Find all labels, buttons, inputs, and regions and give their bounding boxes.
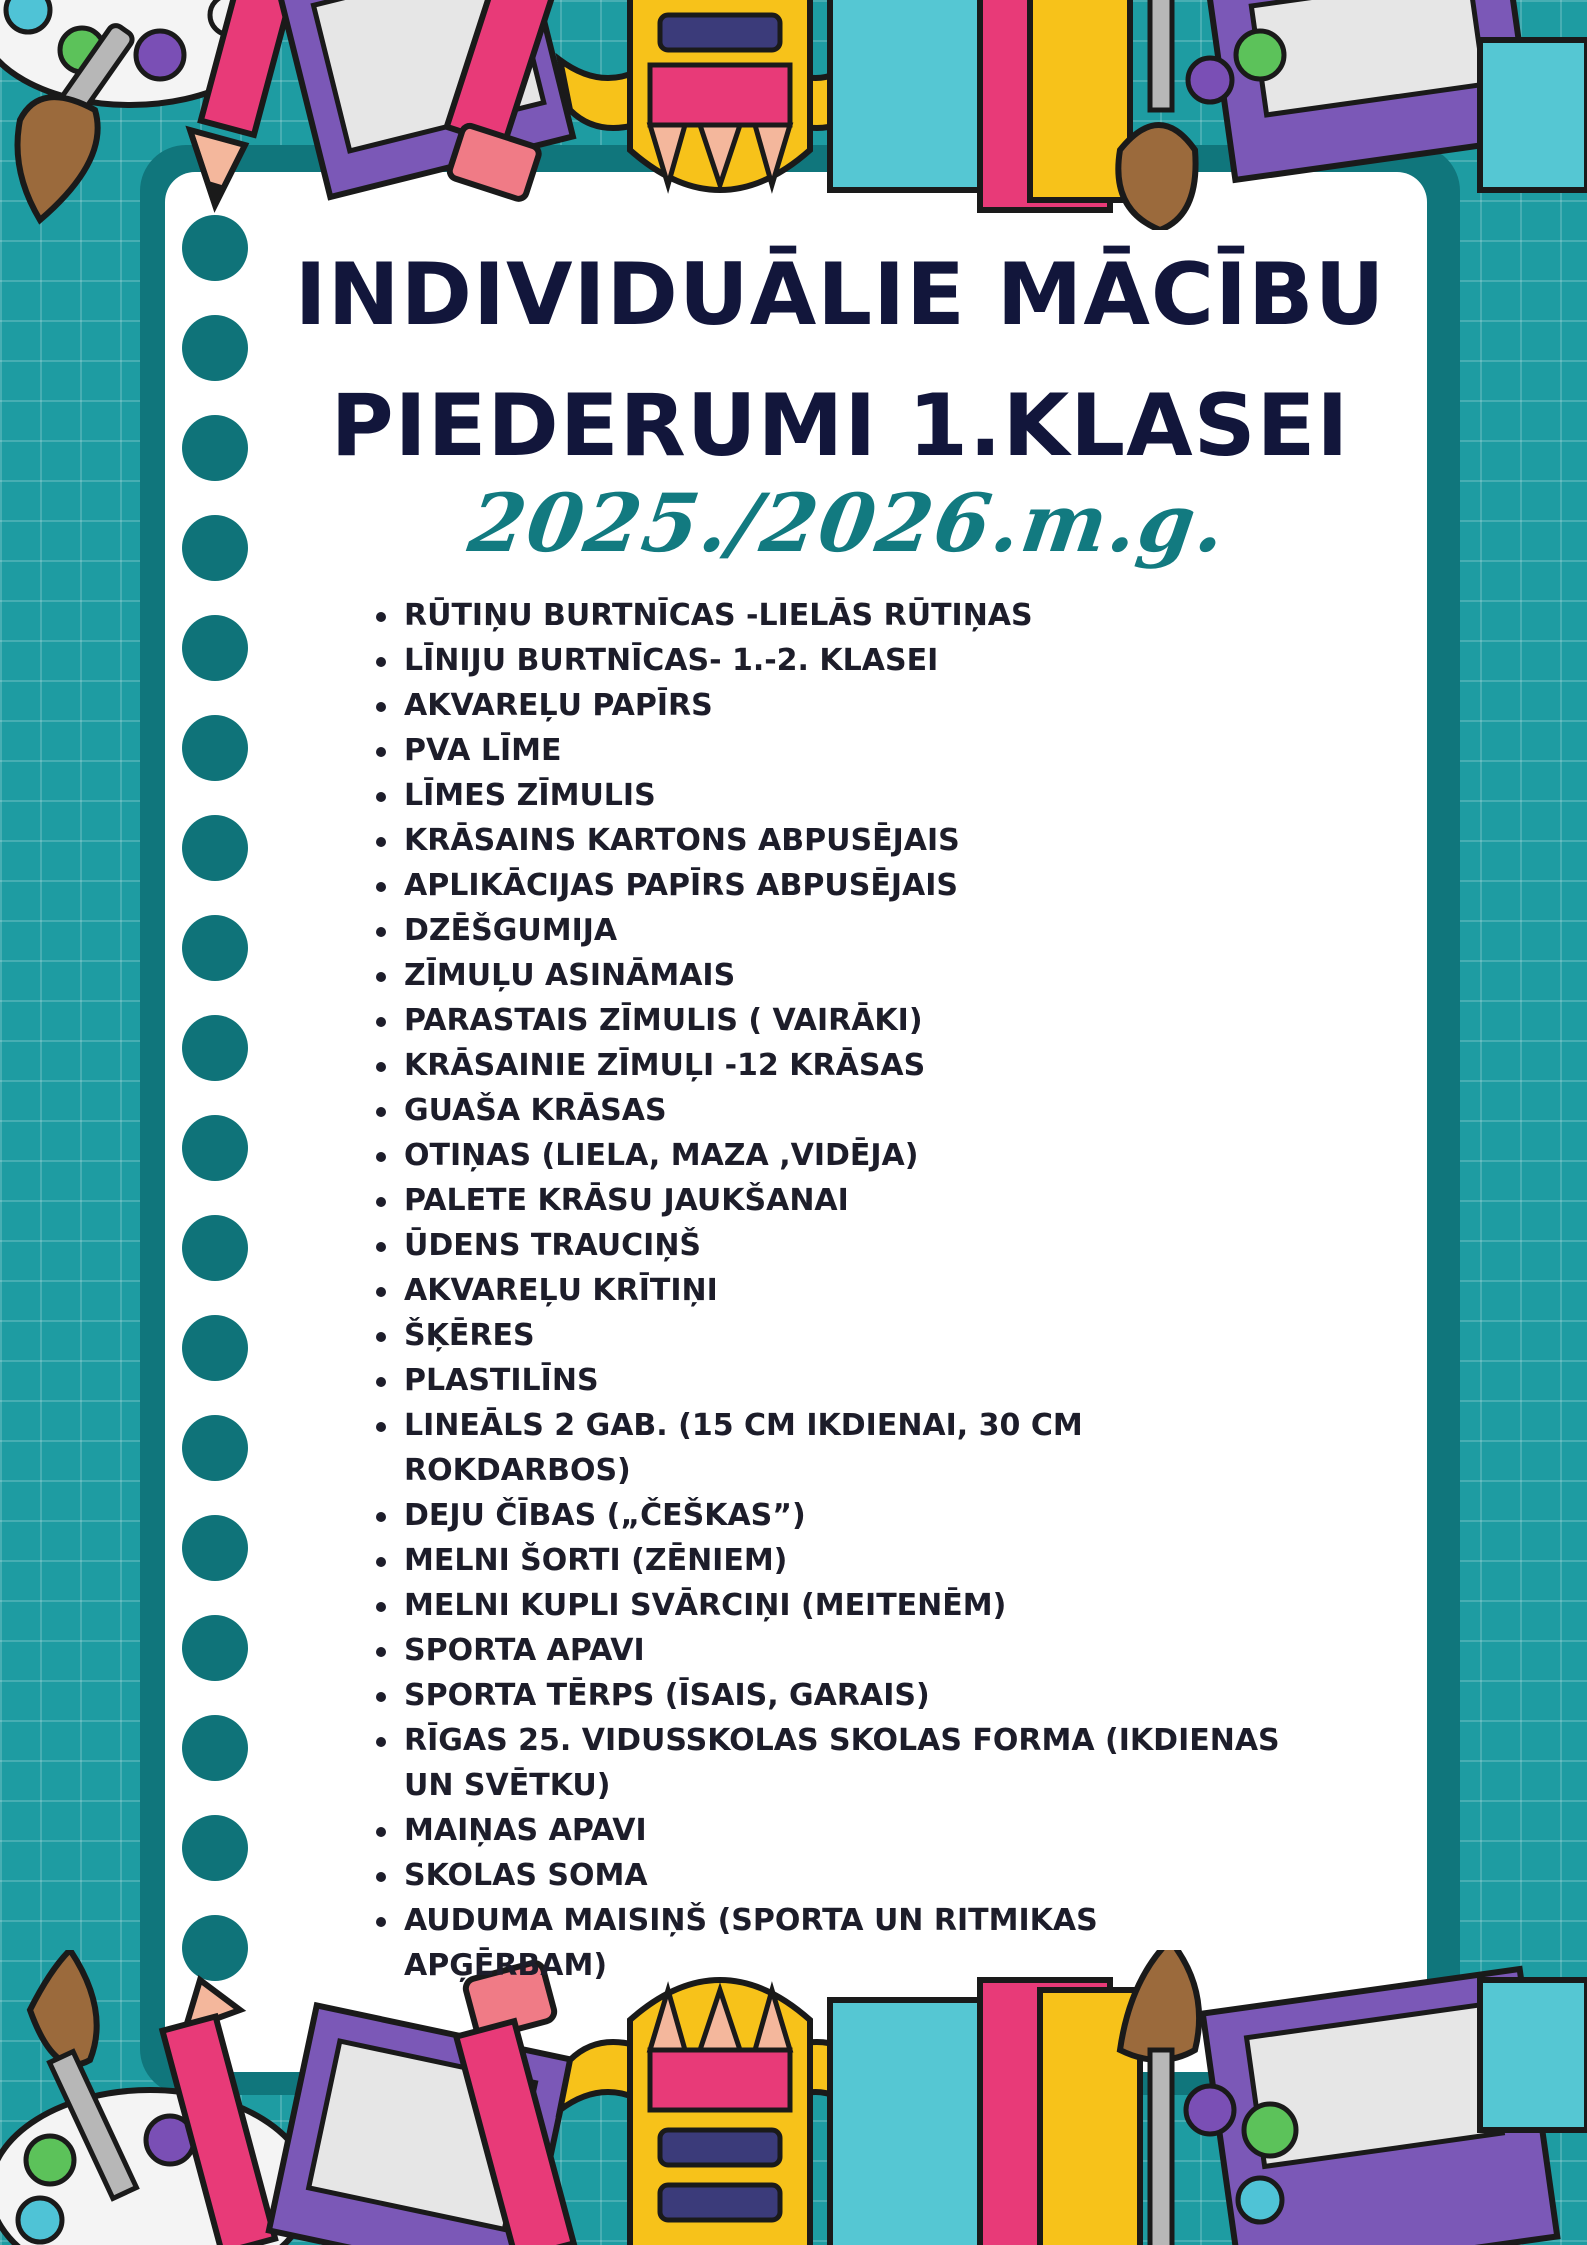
binder-holes [182,215,250,2015]
list-item: DZĒŠGUMIJA [370,908,1310,953]
crayon-box-icon [560,1980,860,2245]
binder-hole [182,915,248,981]
list-item: LĪMES ZĪMULIS [370,773,1310,818]
list-item: RŪTIŅU BURTNĪCAS -LIELĀS RŪTIŅAS [370,593,1310,638]
binder-hole [182,1615,248,1681]
list-item: ŪDENS TRAUCIŅŠ [370,1223,1310,1268]
list-item: RĪGAS 25. VIDUSSKOLAS SKOLAS FORMA (IKDIENAS UN SVĒTKU) [370,1718,1310,1808]
list-item: OTIŅAS (LIELA, MAZA ,VIDĒJA) [370,1133,1310,1178]
binder-hole [182,1315,248,1381]
binder-hole [182,1715,248,1781]
list-item: PARASTAIS ZĪMULIS ( VAIRĀKI) [370,998,1310,1043]
top-decoration-strip [0,0,1587,230]
binder-hole [182,1015,248,1081]
list-item: AKVAREĻU KRĪTIŅI [370,1268,1310,1313]
list-item: KRĀSAINS KARTONS ABPUSĒJAIS [370,818,1310,863]
calculator-icon [1186,1969,1587,2245]
binder-hole [182,1215,248,1281]
binder-hole [182,1515,248,1581]
school-year-subtitle: 2025./2026.m.g. [463,476,1234,570]
supplies-list [370,593,1310,1988]
binder-hole [182,1115,248,1181]
binder-hole [182,1415,248,1481]
list-item: KRĀSAINIE ZĪMUĻI -12 KRĀSAS [370,1043,1310,1088]
list-item: ZĪMUĻU ASINĀMAIS [370,953,1310,998]
calculator-icon [1188,0,1587,190]
list-item: SKOLAS SOMA [370,1853,1310,1898]
binder-hole [182,515,248,581]
binder-hole [182,715,248,781]
list-item: MAIŅAS APAVI [370,1808,1310,1853]
list-item: PVA LĪME [370,728,1310,773]
list-item: SPORTA APAVI [370,1628,1310,1673]
binder-hole [182,615,248,681]
list-item: PALETE KRĀSU JAUKŠANAI [370,1178,1310,1223]
list-item: AUDUMA MAISIŅŠ (SPORTA UN RITMIKAS APĢĒRBAM) [370,1898,1310,1988]
crayon-box-icon [560,0,860,190]
list-item: GUAŠA KRĀSAS [370,1088,1310,1133]
binder-hole [182,815,248,881]
page-title-line-2: PIEDERUMI 1.KLASEI [330,376,1350,476]
list-item: DEJU ČĪBAS („ČEŠKAS”) [370,1493,1310,1538]
list-item: AKVAREĻU PAPĪRS [370,683,1310,728]
list-item: ŠĶĒRES [370,1313,1310,1358]
page-title-line-1: INDIVIDUĀLIE MĀCĪBU [294,245,1386,345]
list-item: SPORTA TĒRPS (ĪSAIS, GARAIS) [370,1673,1310,1718]
folder-icon [830,1980,1140,2245]
list-item: MELNI KUPLI SVĀRCIŅI (MEITENĒM) [370,1583,1310,1628]
list-item: LĪNIJU BURTNĪCAS- 1.-2. KLASEI [370,638,1310,683]
binder-hole [182,1815,248,1881]
folder-icon [830,0,1130,210]
bottom-decoration-strip [0,1950,1587,2245]
list-item: LINEĀLS 2 GAB. (15 CM IKDIENAI, 30 CM ROKDARBOS) [370,1403,1310,1493]
list-item: APLIKĀCIJAS PAPĪRS ABPUSĒJAIS [370,863,1310,908]
list-item: PLASTILĪNS [370,1358,1310,1403]
list-item: MELNI ŠORTI (ZĒNIEM) [370,1538,1310,1583]
